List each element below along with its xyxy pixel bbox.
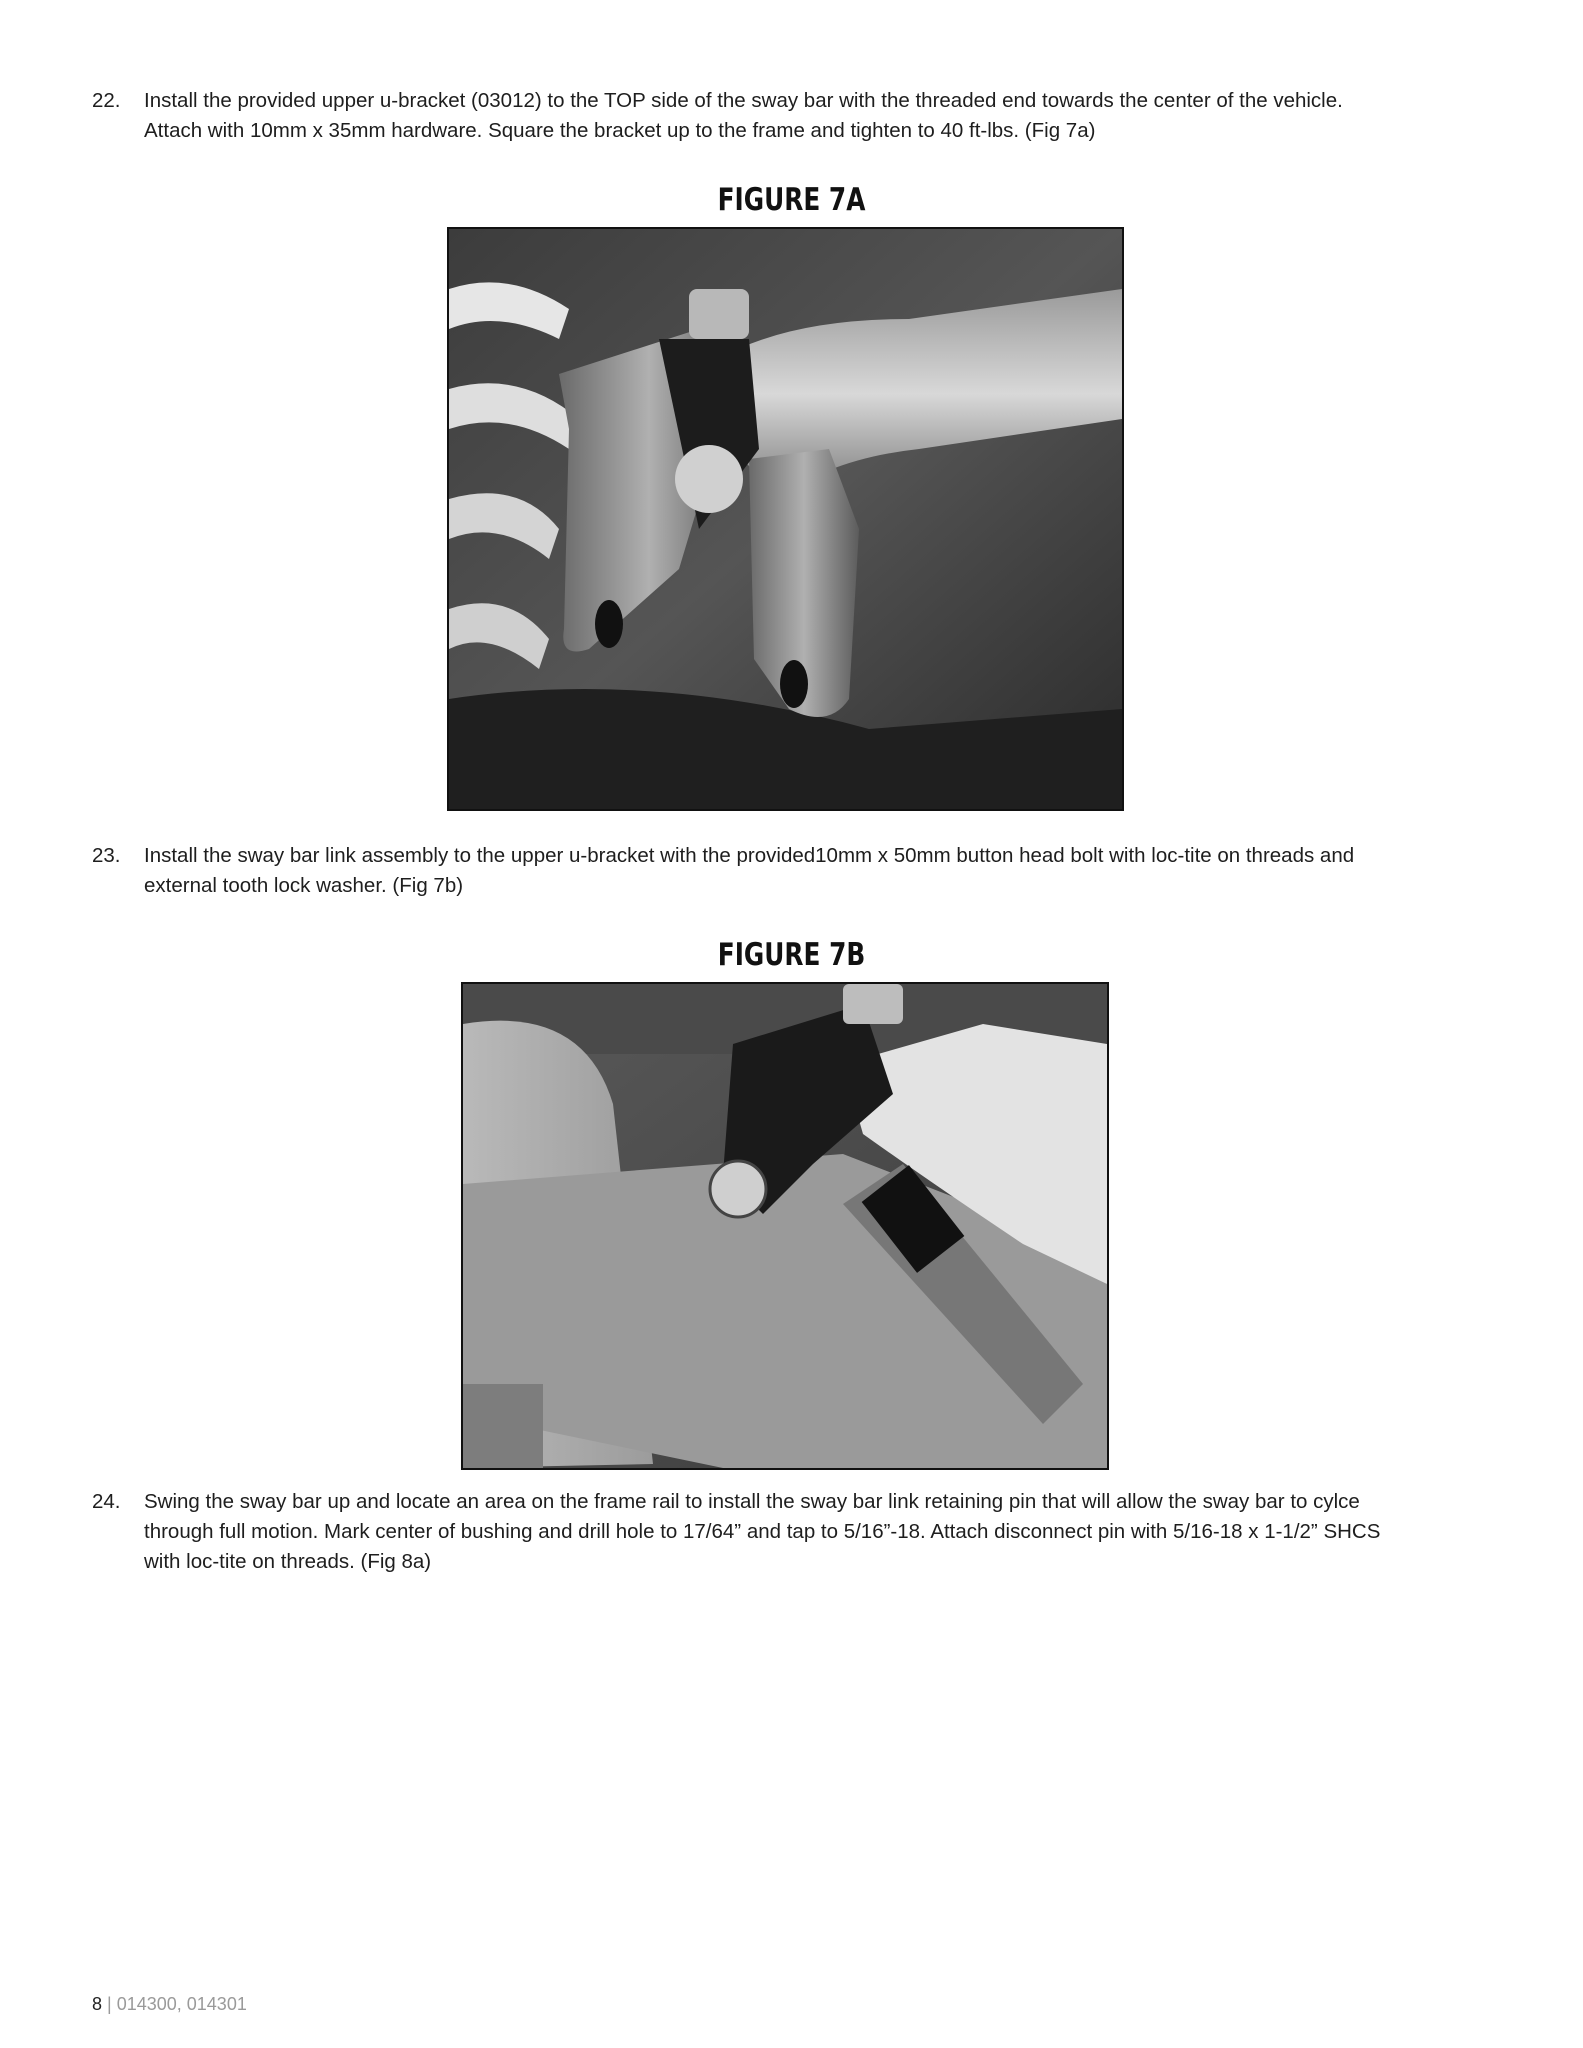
figure-7b-photo [461, 982, 1109, 1470]
step-22 [92, 86, 1512, 146]
step-text [144, 841, 1512, 901]
photo-u-bracket-sway-bar [449, 229, 1122, 809]
footer-separator: | [102, 1994, 117, 2014]
figure-title: FIGURE 7A [717, 182, 866, 218]
step-line: with loc-tite on threads. (Fig 8a) [144, 1550, 432, 1573]
page-number: 8 [92, 1994, 103, 2014]
step-number: 23. [92, 844, 121, 867]
step-number: 22. [92, 89, 121, 112]
photo-sway-bar-link-assembly [463, 984, 1107, 1468]
step-line: Attach with 10mm x 35mm hardware. Square the bracket up to the frame and tighten to 40 ft-lbs. (Fig 7a) [144, 119, 1096, 142]
figure-7a-photo [447, 227, 1124, 811]
step-text [144, 1487, 1512, 1577]
step-text [144, 86, 1512, 146]
figure-title: FIGURE 7B [717, 937, 866, 973]
page-footer [92, 1994, 247, 2015]
step-23 [92, 841, 1512, 901]
step-line: Install the provided upper u-bracket (03012) to the TOP side of the sway bar with the threaded end towards the center of the vehicle. [144, 89, 1343, 112]
step-line: external tooth lock washer. (Fig 7b) [144, 874, 464, 897]
step-line: through full motion. Mark center of bushing and drill hole to 17/64” and tap to 5/16”-18. Attach disconnect pin with 5/16-18 x 1-1/2” SHCS [144, 1520, 1381, 1543]
step-line: Swing the sway bar up and locate an area on the frame rail to install the sway bar link retaining pin that will allow the sway bar to cylce [144, 1490, 1360, 1513]
step-number: 24. [92, 1490, 121, 1513]
step-line: Install the sway bar link assembly to the upper u-bracket with the provided10mm x 50mm button head bolt with loc-tite on threads and [144, 844, 1355, 867]
step-24 [92, 1487, 1512, 1577]
part-numbers: 014300, 014301 [116, 1994, 247, 2014]
